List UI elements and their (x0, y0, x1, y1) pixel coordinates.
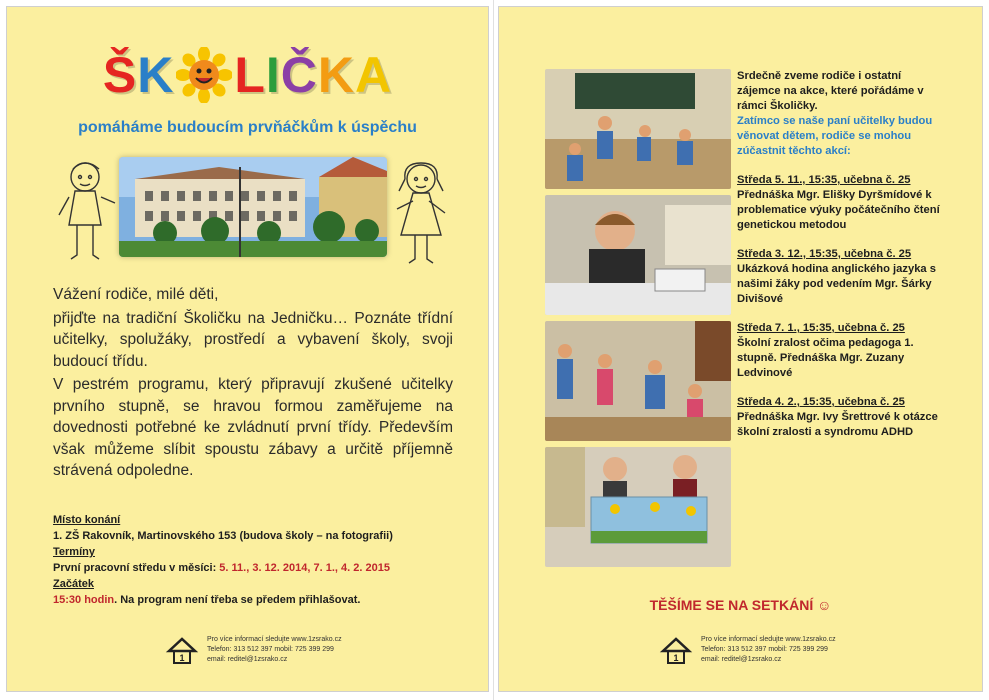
page-divider (493, 0, 494, 700)
school-logo-icon (165, 635, 199, 669)
logo-letter: L (234, 47, 266, 103)
event-date: Středa 3. 12., 15:35, učebna č. 25 (737, 248, 912, 260)
event-item (737, 321, 947, 381)
events-text (737, 69, 947, 440)
dates-label: Termíny (53, 546, 95, 558)
dates-value: 5. 11., 3. 12. 2014, 7. 1., 4. 2. 2015 (219, 562, 390, 574)
english-lesson-photo (545, 321, 731, 441)
footer-web: Pro více informací sledujte www.1zsrako.cz (701, 636, 836, 643)
teachers-photo (545, 447, 731, 567)
classroom-photo (545, 69, 731, 189)
logo-letter: I (265, 47, 281, 103)
event-description: Přednáška Mgr. Ivy Šrettrové k otázce školní zralosti a syndromu ADHD (737, 411, 938, 438)
event-item (737, 247, 947, 307)
event-date: Středa 7. 1., 15:35, učebna č. 25 (737, 322, 905, 334)
event-item (737, 395, 947, 440)
place-value: 1. ZŠ Rakovník, Martinovského 153 (budova školy – na fotografii) (53, 530, 393, 542)
photo-column (545, 69, 731, 573)
footer-web: Pro více informací sledujte www.1zsrako.cz (207, 636, 342, 643)
boy-at-desk-photo (545, 195, 731, 315)
girl-drawing (391, 157, 451, 267)
school-building-photo (119, 157, 387, 257)
logo-letter: K (137, 47, 175, 103)
dates-prefix: První pracovní středu v měsíci: (53, 562, 217, 574)
contact-footer (659, 635, 899, 685)
subtitle: pomáháme budoucím prvňáčkům k úspěchu (78, 119, 417, 136)
skolicka-logo (7, 45, 488, 107)
invitation-text (53, 284, 453, 482)
event-description: Ukázková hodina anglického jazyka s našimi žáky pod vedením Mgr. Šárky Divišové (737, 263, 936, 305)
sun-face-icon (176, 47, 232, 103)
event-date: Středa 5. 11., 15:35, učebna č. 25 (737, 174, 911, 186)
svg-text:1: 1 (179, 653, 185, 663)
footer-email: email: reditel@1zsrako.cz (207, 656, 288, 663)
greeting: Vážení rodiče, milé děti, (53, 286, 219, 303)
footer-phone: Telefon: 313 512 397 mobil: 725 399 299 (701, 646, 828, 653)
footer-phone: Telefon: 313 512 397 mobil: 725 399 299 (207, 646, 334, 653)
invite-text: Srdečně zveme rodiče i ostatní zájemce na akce, které pořádáme v rámci Školičky. (737, 70, 924, 112)
logo-letter: A (355, 47, 393, 103)
left-page (6, 6, 489, 692)
contact-footer (165, 635, 405, 685)
logo-letter: K (317, 47, 356, 103)
footer-email: email: reditel@1zsrako.cz (701, 656, 782, 663)
logo-letter: Č (280, 47, 318, 103)
event-date: Středa 4. 2., 15:35, učebna č. 25 (737, 396, 905, 408)
school-logo-icon (659, 635, 693, 669)
right-page (498, 6, 983, 692)
event-item (737, 173, 947, 233)
logo-letter: Š (102, 47, 138, 103)
event-description: Školní zralost očima pedagoga 1. stupně. Přednáška Mgr. Zuzany Ledvinové (737, 337, 914, 379)
boy-drawing (55, 155, 121, 265)
event-description: Přednáška Mgr. Elišky Dyršmídové k problematice výuky počátečního čtení genetickou metodou (737, 189, 940, 231)
program-paragraph: V pestrém programu, který připravují zkušené učitelky prvního stupně, se hravou formou zaměřujeme na dovednosti potřebné ke zvládnutí první třídy. Především však můžeme slíbit spoustu zábavy a určitě příjemně strávená odpoledne. (53, 376, 453, 479)
start-label: Začátek (53, 578, 94, 590)
parents-text: Zatímco se naše paní učitelky budou věnovat dětem, rodiče se mohou zúčastnit těchto akcí: (737, 115, 933, 157)
start-time: 15:30 hodin (53, 594, 115, 606)
svg-text:1: 1 (673, 653, 679, 663)
start-note: . Na program není třeba se předem přihlašovat. (114, 594, 361, 606)
event-info (53, 512, 473, 608)
place-label: Místo konání (53, 514, 121, 526)
intro-paragraph: přijďte na tradiční Školičku na Jedničku… Poznáte třídní učitelky, spolužáky, prostředí a vybavení školy, svoji budoucí třídu. (53, 309, 453, 370)
closing-message: TĚŠÍME SE NA SETKÁNÍ ☺ (649, 597, 832, 613)
